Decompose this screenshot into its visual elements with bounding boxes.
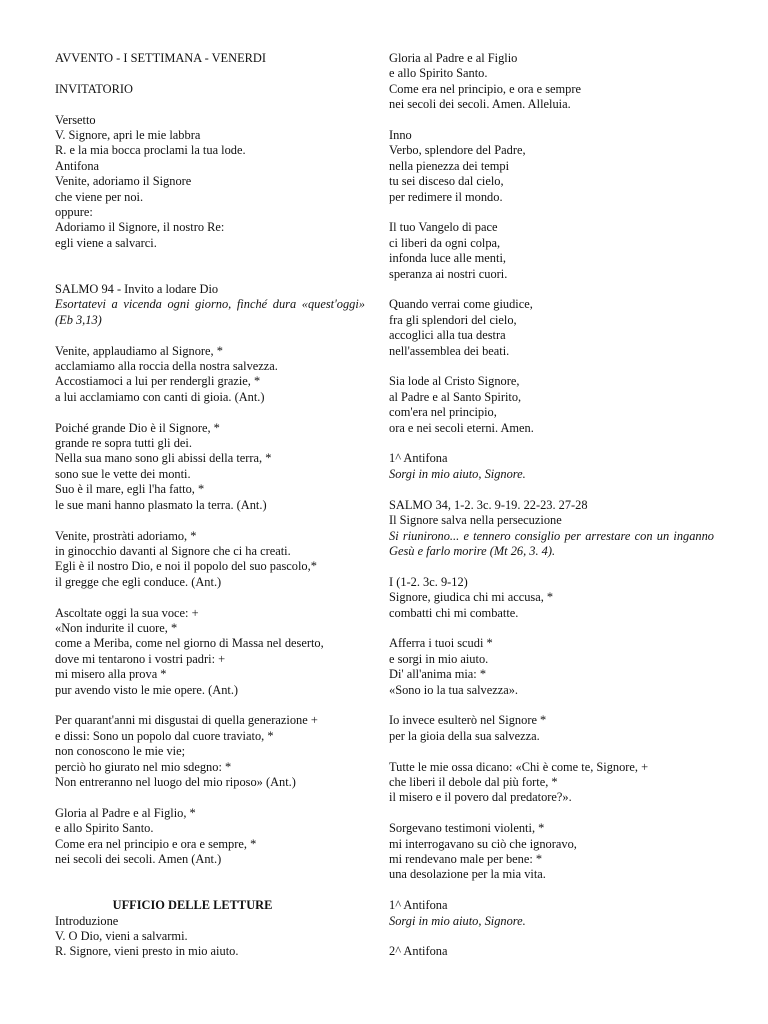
psalm-line: nei secoli dei secoli. Amen (Ant.) bbox=[55, 851, 222, 866]
versetto-line: Versetto bbox=[55, 112, 96, 127]
inno-stanza bbox=[389, 297, 714, 359]
ufficio-letture-heading: UFFICIO DELLE LETTURE bbox=[112, 898, 273, 913]
psalm-line: una desolazione per la mia vita. bbox=[389, 867, 546, 882]
psalm-stanza bbox=[55, 421, 365, 513]
psalm-line: a lui acclamiamo con canti di gioia. (Ant.) bbox=[55, 389, 265, 404]
psalm-line: combatti chi mi combatte. bbox=[389, 605, 519, 620]
psalm-line: Egli è il nostro Dio, e noi il popolo del suo pascolo,* bbox=[55, 559, 317, 574]
versetto-line: V. Signore, apri le mie labbra bbox=[55, 128, 201, 142]
introduzione-line: V. O Dio, vieni a salvarmi. bbox=[55, 929, 188, 943]
inno-line: com'era nel principio, bbox=[389, 405, 497, 420]
psalm-line: e allo Spirito Santo. bbox=[55, 821, 154, 836]
inno-line: per redimere il mondo. bbox=[389, 189, 503, 204]
antifona-1-text: Sorgi in mio aiuto, Signore. bbox=[389, 466, 526, 481]
psalm-stanza bbox=[389, 636, 714, 698]
psalm-stanza bbox=[389, 760, 714, 806]
psalm-line: per la gioia della sua salvezza. bbox=[389, 728, 540, 743]
inno-line: ci liberi da ogni colpa, bbox=[389, 235, 501, 250]
psalm-section-label: I (1-2. 3c. 9-12) bbox=[389, 574, 468, 589]
psalm-line: dove mi tentarono i vostri padri: + bbox=[55, 651, 226, 666]
inno-line: Verbo, splendore del Padre, bbox=[389, 143, 526, 158]
versetto-line: oppure: bbox=[55, 205, 93, 220]
psalm-line: Poiché grande Dio è il Signore, * bbox=[55, 420, 220, 435]
gloria-line: nei secoli dei secoli. Amen. Alleluia. bbox=[389, 97, 571, 112]
gloria-stanza bbox=[55, 806, 365, 868]
psalm-stanza bbox=[55, 344, 365, 406]
inno-stanza bbox=[389, 374, 714, 436]
psalm-line: Signore, giudica chi mi accusa, * bbox=[389, 590, 554, 605]
psalm-line: Sorgevano testimoni violenti, * bbox=[389, 821, 545, 836]
introduzione-line: R. Signore, vieni presto in mio aiuto. bbox=[55, 944, 239, 959]
salmo-94-title: SALMO 94 - Invito a lodare Dio bbox=[55, 282, 219, 297]
psalm-line: grande re sopra tutti gli dei. bbox=[55, 436, 192, 451]
gloria-line: e allo Spirito Santo. bbox=[389, 66, 488, 81]
inno-line: al Padre e al Santo Spirito, bbox=[389, 389, 522, 404]
inno-line: accoglici alla tua destra bbox=[389, 328, 506, 343]
inno-heading: Inno bbox=[389, 128, 412, 143]
psalm-line: come a Meriba, come nel giorno di Massa nel deserto, bbox=[55, 636, 324, 651]
antifona-1-label: 1^ Antifona bbox=[389, 451, 448, 466]
gloria-line: Gloria al Padre e al Figlio bbox=[389, 51, 518, 65]
antifona-1-repeat-text: Sorgi in mio aiuto, Signore. bbox=[389, 913, 526, 928]
inno-stanza bbox=[389, 128, 714, 205]
psalm-line: Non entreranno nel luogo del mio riposo» (Ant.) bbox=[55, 774, 296, 789]
inno-line: ora e nei secoli eterni. Amen. bbox=[389, 420, 534, 435]
salmo-34-subtitle: Il Signore salva nella persecuzione bbox=[389, 513, 562, 528]
psalm-line: Venite, prostràti adoriamo, * bbox=[55, 528, 197, 543]
versetto-line: Adoriamo il Signore, il nostro Re: bbox=[55, 220, 225, 235]
psalm-line: Io invece esulterò nel Signore * bbox=[389, 713, 547, 728]
psalm-line: Ascoltate oggi la sua voce: + bbox=[55, 605, 199, 620]
psalm-line: Nella sua mano sono gli abissi della terra, * bbox=[55, 451, 272, 466]
inno-line: Sia lode al Cristo Signore, bbox=[389, 374, 520, 389]
psalm-line: Gloria al Padre e al Figlio, * bbox=[55, 805, 196, 820]
versetto-line: egli viene a salvarci. bbox=[55, 235, 157, 250]
page-title: AVVENTO - I SETTIMANA - VENERDI bbox=[55, 51, 266, 65]
psalm-line: mi rendevano male per bene: * bbox=[389, 851, 543, 866]
psalm-line: mi misero alla prova * bbox=[55, 667, 167, 682]
psalm-line: che liberi il debole dal più forte, * bbox=[389, 774, 558, 789]
salmo-34-title: SALMO 34, 1-2. 3c. 9-19. 22-23. 27-28 bbox=[389, 497, 588, 512]
salmo-94-epigraph: Esortatevi a vicenda ogni giorno, finché dura «quest'oggi» (Eb 3,13) bbox=[55, 297, 365, 327]
versetto-line: R. e la mia bocca proclami la tua lode. bbox=[55, 143, 246, 158]
psalm-line: pur avendo visto le mie opere. (Ant.) bbox=[55, 682, 239, 697]
versetto-line: che viene per noi. bbox=[55, 189, 144, 204]
gloria-block bbox=[389, 51, 714, 113]
psalm-line: non conoscono le mie vie; bbox=[55, 744, 186, 759]
psalm-line: sono sue le vette dei monti. bbox=[55, 466, 191, 481]
psalm-line: «Non indurite il cuore, * bbox=[55, 620, 178, 635]
psalm-line: Tutte le mie ossa dicano: «Chi è come te, Signore, + bbox=[389, 759, 649, 774]
gloria-line: Come era nel principio, e ora e sempre bbox=[389, 81, 581, 96]
psalm-line: acclamiamo alla roccia della nostra salvezza. bbox=[55, 359, 278, 374]
versetto-line: Venite, adoriamo il Signore bbox=[55, 174, 192, 189]
inno-line: Il tuo Vangelo di pace bbox=[389, 220, 498, 235]
psalm-line: e sorgi in mio aiuto. bbox=[389, 651, 489, 666]
psalm-stanza bbox=[55, 713, 365, 790]
versetto-block bbox=[55, 113, 365, 252]
psalm-line: le sue mani hanno plasmato la terra. (Ant.) bbox=[55, 497, 267, 512]
psalm-line: il gregge che egli conduce. (Ant.) bbox=[55, 574, 222, 589]
psalm-stanza bbox=[389, 713, 714, 744]
invitatorio-heading: INVITATORIO bbox=[55, 81, 133, 96]
psalm-line: mi interrogavano su ciò che ignoravo, bbox=[389, 836, 577, 851]
right-column bbox=[389, 51, 714, 960]
psalm-stanza bbox=[55, 606, 365, 698]
inno-line: tu sei disceso dal cielo, bbox=[389, 174, 504, 189]
salmo-34-epigraph: Si riunirono... e tennero consiglio per arrestare con un inganno Gesù e farlo morire (Mt 26, 3. 4). bbox=[389, 528, 714, 558]
antifona-1-repeat-label: 1^ Antifona bbox=[389, 898, 448, 913]
antifona-2-label: 2^ Antifona bbox=[389, 944, 448, 959]
inno-line: infonda luce alle menti, bbox=[389, 251, 506, 266]
inno-line: fra gli splendori del cielo, bbox=[389, 312, 517, 327]
psalm-line: Accostiamoci a lui per rendergli grazie, * bbox=[55, 374, 261, 389]
inno-stanza bbox=[389, 220, 714, 282]
left-column bbox=[55, 51, 365, 960]
introduzione-block bbox=[55, 914, 365, 960]
psalm-line: Come era nel principio e ora e sempre, * bbox=[55, 836, 257, 851]
versetto-line: Antifona bbox=[55, 158, 100, 173]
psalm-line: perciò ho giurato nel mio sdegno: * bbox=[55, 759, 232, 774]
psalm-line: Afferra i tuoi scudi * bbox=[389, 636, 493, 651]
inno-line: nell'assemblea dei beati. bbox=[389, 343, 510, 358]
inno-line: speranza ai nostri cuori. bbox=[389, 266, 508, 281]
psalm-stanza bbox=[389, 821, 714, 883]
psalm-line: Per quarant'anni mi disgustai di quella generazione + bbox=[55, 713, 318, 728]
psalm-stanza bbox=[389, 575, 714, 621]
psalm-line: «Sono io la tua salvezza». bbox=[389, 682, 519, 697]
psalm-line: e dissi: Sono un popolo dal cuore traviato, * bbox=[55, 728, 274, 743]
psalm-line: in ginocchio davanti al Signore che ci ha creati. bbox=[55, 543, 291, 558]
psalm-line: Di' all'anima mia: * bbox=[389, 667, 487, 682]
psalm-line: Suo è il mare, egli l'ha fatto, * bbox=[55, 482, 205, 497]
inno-line: Quando verrai come giudice, bbox=[389, 297, 533, 312]
psalm-stanza bbox=[55, 529, 365, 591]
introduzione-line: Introduzione bbox=[55, 913, 119, 928]
inno-line: nella pienezza dei tempi bbox=[389, 158, 510, 173]
psalm-line: Venite, applaudiamo al Signore, * bbox=[55, 343, 223, 358]
psalm-line: il misero e il povero dal predatore?». bbox=[389, 790, 572, 805]
